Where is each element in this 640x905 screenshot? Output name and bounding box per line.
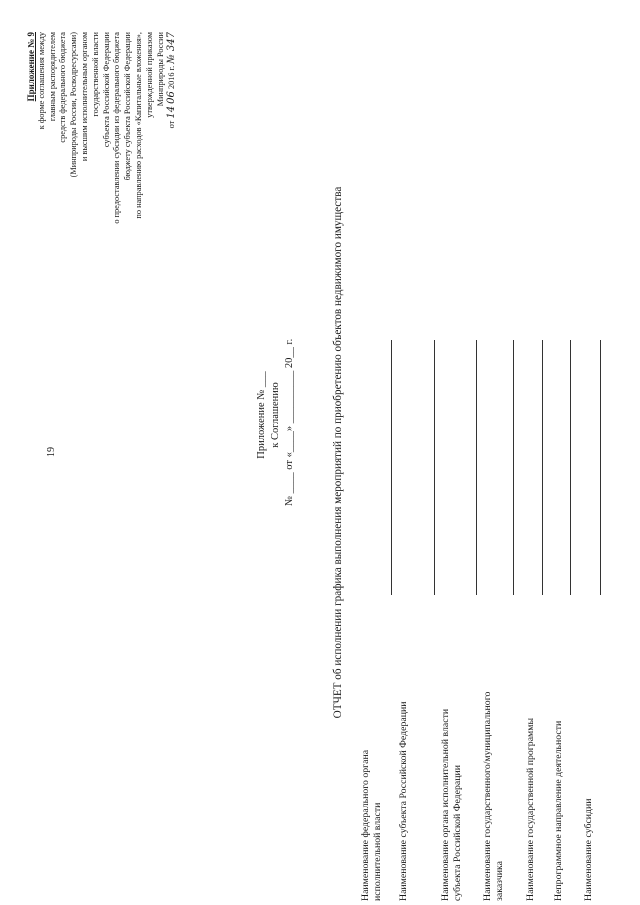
- fill-line[interactable]: [600, 340, 601, 595]
- handwritten-order-number: № 347: [166, 32, 178, 64]
- annex-line: бюджету субъекта Российской Федерации: [123, 32, 133, 181]
- annex-date-line: [167, 32, 178, 224]
- appendix-line: № ____ от «____» __________ 20__ г.: [284, 338, 295, 506]
- fill-line[interactable]: [542, 340, 543, 595]
- report-title: ОТЧЕТ об исполнении графика выполнения мероприятий по приобретению объектов недвижимого имущества: [332, 186, 344, 719]
- form-row-label: Непрограммное направление деятельности: [553, 720, 564, 901]
- form-row-label: Наименование органа исполнительной власти субъекта Российской Федерации: [440, 708, 463, 901]
- form-row-label: Наименование субъекта Российской Федерации: [398, 701, 409, 901]
- appendix-line: Приложение № ___: [256, 371, 267, 459]
- form-row: [553, 335, 565, 901]
- form-row-label: Наименование государственного/муниципального заказчика: [482, 691, 505, 901]
- fill-line[interactable]: [476, 340, 477, 595]
- annex-line: государственной власти: [90, 32, 100, 117]
- fill-line[interactable]: [391, 340, 392, 595]
- form-row: [482, 335, 506, 901]
- annex-title: Приложение № 9: [26, 32, 36, 102]
- form-row-label: Наименование субсидии: [583, 798, 594, 901]
- annex-line: и высшим исполнительным органом: [79, 32, 89, 162]
- form-row-label: Наименование федерального органа исполнительной власти: [360, 749, 383, 901]
- annex-line: к форме соглашения между: [36, 32, 46, 130]
- form-row: [440, 335, 464, 901]
- annex-line: по направлению расходов «Капитальные вложения»,: [133, 32, 143, 219]
- annex-header: [26, 32, 178, 224]
- date-prefix: от: [167, 120, 177, 129]
- page-number: 19: [46, 447, 57, 457]
- annex-line: утвержденной приказом: [144, 32, 154, 118]
- appendix-line: к Соглашению: [270, 382, 281, 448]
- form-row-label: Наименование государственной программы: [525, 717, 536, 901]
- date-year: 2016 г.: [167, 65, 177, 90]
- annex-line: средств федерального бюджета: [58, 32, 68, 143]
- annex-line: о предоставлении субсидии из федерального бюджета: [112, 32, 122, 224]
- fill-line[interactable]: [434, 340, 435, 595]
- fill-line[interactable]: [570, 340, 571, 595]
- handwritten-month: 06: [166, 91, 178, 104]
- appendix-block: [255, 310, 297, 520]
- annex-line: (Минприроды России, Росводресурсами): [69, 32, 79, 178]
- handwritten-day: 14: [166, 105, 178, 119]
- form-row: [525, 335, 537, 901]
- fill-line[interactable]: [513, 340, 514, 595]
- form-row: [398, 335, 410, 901]
- annex-line: Минприроды России: [155, 32, 165, 107]
- annex-line: субъекта Российской Федерации: [101, 32, 111, 148]
- form-row: [360, 335, 384, 901]
- form-row: [583, 335, 595, 901]
- annex-line: главным распорядителем: [47, 32, 57, 122]
